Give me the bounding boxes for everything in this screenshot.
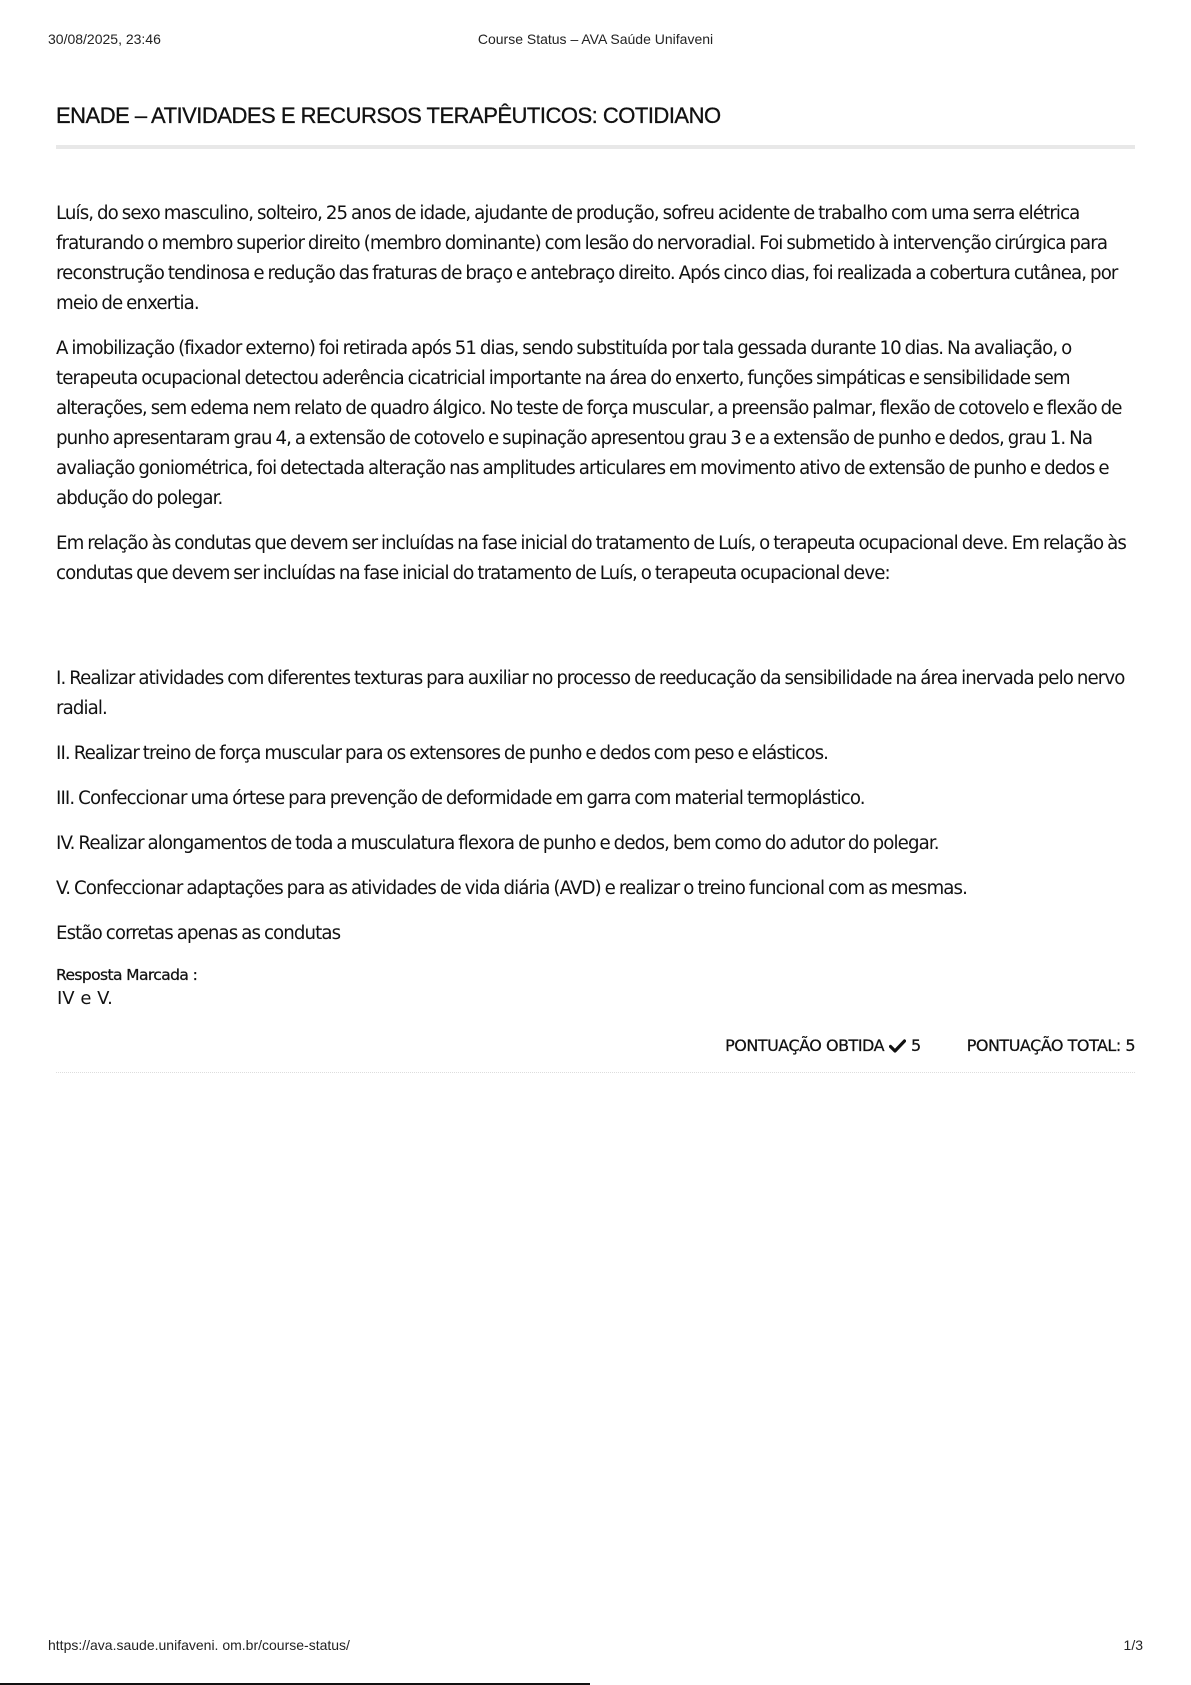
question-option-iv: IV. Realizar alongamentos de toda a musculatura flexora de punho e dedos, bem como do adutor do polegar.	[56, 833, 939, 854]
check-icon	[889, 1039, 906, 1053]
question-paragraph: Em relação às condutas que devem ser incluídas na fase inicial do tratamento de Luís, o terapeuta ocupacional deve. Em relação às condutas que devem ser incluídas na fase inicial do tratamento de Luís, o terapeuta ocupacional deve:	[56, 533, 1126, 584]
question-prompt: Estão corretas apenas as condutas	[56, 923, 341, 944]
question-option-ii: II. Realizar treino de força muscular para os extensores de punho e dedos com peso e elásticos.	[56, 743, 829, 764]
marked-answer-value: IV e V.	[57, 988, 113, 1009]
question-paragraph: Luís, do sexo masculino, solteiro, 25 anos de idade, ajudante de produção, sofreu acidente de trabalho com uma serra elétrica fraturando o membro superior direito (membro dominante) com lesão do nervoradial. Foi submetido à intervenção cirúrgica para reconstrução tendinosa e redução das fraturas de braço e antebraço direito. Após cinco dias, foi realizada a cobertura cutânea, por meio de enxertia.	[56, 203, 1118, 314]
print-footer	[48, 1637, 1143, 1657]
question-option-iii: III. Confeccionar uma órtese para prevenção de deformidade em garra com material termoplástico.	[56, 788, 865, 809]
page-title: ENADE – ATIVIDADES E RECURSOS TERAPÊUTICOS: COTIDIANO	[56, 103, 721, 128]
course-status-content	[56, 100, 1135, 1073]
question-paragraph: A imobilização (fixador externo) foi retirada após 51 dias, sendo substituída por tala gessada durante 10 dias. Na avaliação, o terapeuta ocupacional detectou aderência cicatricial importante na área do enxerto, funções simpáticas e sensibilidade sem alterações, sem edema nem relato de quadro álgico. No teste de força muscular, a preensão palmar, flexão de cotovelo e flexão de punho apresentaram grau 4, a extensão de cotovelo e supinação apresentou grau 3 e a extensão de punho e dedos, grau 1. Na avaliação goniométrica, foi detectada alteração nas amplitudes articulares em movimento ativo de extensão de punho e dedos e abdução do polegar.	[56, 338, 1122, 509]
question-option-i: I. Realizar atividades com diferentes texturas para auxiliar no processo de reeducação da sensibilidade na área inervada pelo nervo radial.	[56, 668, 1125, 719]
print-page-indicator: 1/3	[1123, 1637, 1143, 1653]
title-divider	[56, 145, 1135, 149]
bottom-divider	[56, 1072, 1135, 1073]
score-row	[56, 1034, 1135, 1058]
score-obtained-label: PONTUAÇÃO OBTIDA	[725, 1036, 885, 1055]
score-obtained-value: 5	[911, 1036, 921, 1055]
question-option-v: V. Confeccionar adaptações para as atividades de vida diária (AVD) e realizar o treino funcional com as mesmas.	[56, 878, 967, 899]
score-obtained	[725, 1034, 921, 1058]
score-total: PONTUAÇÃO TOTAL: 5	[966, 1036, 1135, 1055]
marked-answer-label: Resposta Marcada :	[56, 966, 198, 984]
spacer	[56, 604, 1135, 664]
print-url: https://ava.saude.unifaveni. om.br/course-status/	[48, 1637, 350, 1653]
print-datetime: 30/08/2025, 23:46	[48, 31, 161, 47]
print-document-title: Course Status – AVA Saúde Unifaveni	[477, 31, 714, 47]
question-body	[56, 199, 1135, 949]
print-header	[48, 31, 1143, 51]
